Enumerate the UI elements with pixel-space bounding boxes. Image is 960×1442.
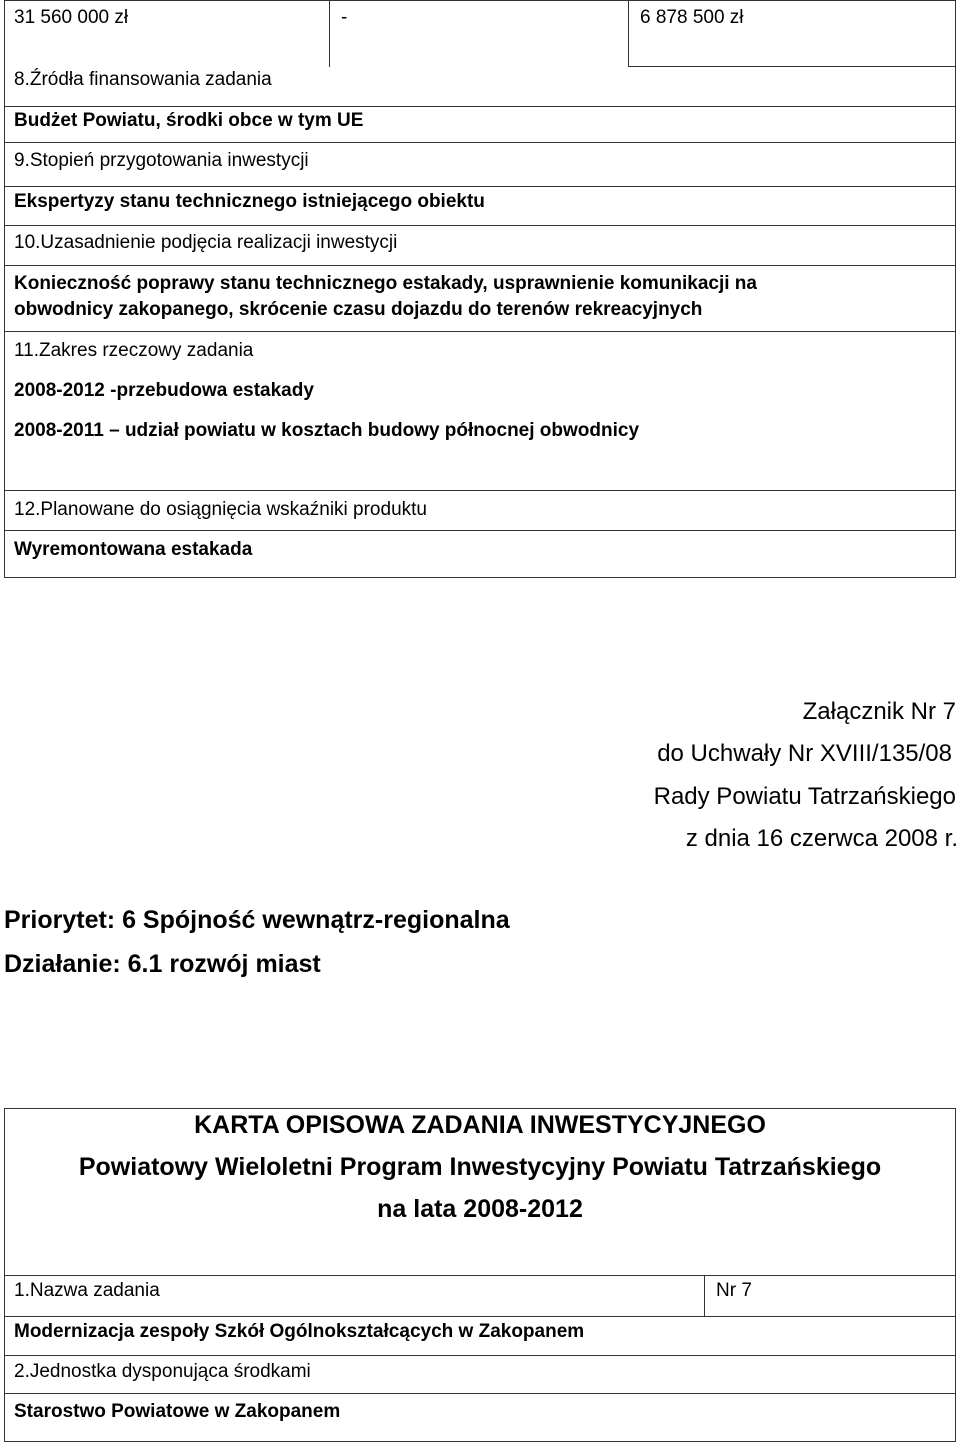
card-sec1-line — [4, 1316, 956, 1317]
card-sec1-value: Modernizacja zespoły Szkół Ogólnokształcących w Zakopanem — [14, 1321, 585, 1342]
attachment-line-3: Rady Powiatu Tatrzańskiego — [653, 783, 956, 810]
sec9-label: 9.Stopień przygotowania inwestycji — [14, 150, 309, 171]
row1-divider-1 — [329, 0, 330, 67]
card-nr-divider — [704, 1275, 705, 1316]
card-period: na lata 2008-2012 — [377, 1195, 583, 1223]
card-sec1-label: 1.Nazwa zadania — [14, 1280, 160, 1301]
sec11-item-1: 2008-2012 -przebudowa estakady — [14, 380, 314, 401]
attachment-line-4: z dnia 16 czerwca 2008 r. — [685, 825, 958, 852]
sec8-value: Budżet Powiatu, środki obce w tym UE — [14, 110, 364, 131]
row1-divider-2 — [628, 0, 629, 67]
sec11-bottom-line — [4, 490, 956, 491]
card-header-bottom-line — [4, 1275, 956, 1276]
sec8-bottom-line — [4, 106, 956, 107]
card-sec2-line — [4, 1393, 956, 1394]
sec10-value-line2: obwodnicy zakopanego, skrócenie czasu dojazdu do terenów rekreacyjnych — [14, 299, 703, 320]
card-sec1-bottom-line — [4, 1355, 956, 1356]
sec11-item-2: 2008-2011 – udział powiatu w kosztach budowy północnej obwodnicy — [14, 420, 640, 441]
sec12-value: Wyremontowana estakada — [14, 539, 253, 560]
sec9-value: Ekspertyzy stanu technicznego istniejącego obiektu — [14, 191, 485, 212]
sec12-bottom-line — [4, 530, 956, 531]
card-sec2-label: 2.Jednostka dysponująca środkami — [14, 1361, 311, 1382]
sec10-value-line1: Konieczność poprawy stanu technicznego estakady, usprawnienie komunikacji na — [14, 273, 757, 294]
attachment-line-1: Załącznik Nr 7 — [802, 698, 956, 725]
action-line: Działanie: 6.1 rozwój miast — [4, 950, 321, 978]
sec10-bottom-line — [4, 265, 956, 266]
row1-bottom-line — [629, 66, 956, 67]
row1-amount-2: - — [341, 7, 348, 28]
sec11-top-line — [4, 331, 956, 332]
card-title: KARTA OPISOWA ZADANIA INWESTYCYJNEGO — [194, 1111, 766, 1139]
row1-amount-3: 6 878 500 zł — [640, 7, 744, 28]
attachment-line-2: do Uchwały Nr XVIII/135/08 — [657, 740, 952, 767]
row1-amount-1: 31 560 000 zł — [14, 7, 129, 28]
sec9-top-line — [4, 142, 956, 143]
sec9-bottom-line — [4, 186, 956, 187]
sec12-label: 12.Planowane do osiągnięcia wskaźniki produktu — [14, 499, 427, 520]
card-sec1-nr: Nr 7 — [716, 1280, 752, 1301]
card-program-title: Powiatowy Wieloletni Program Inwestycyjny Powiatu Tatrzańskiego — [78, 1153, 882, 1181]
sec8-label: 8.Źródła finansowania zadania — [14, 69, 272, 90]
sec10-label: 10.Uzasadnienie podjęcia realizacji inwestycji — [14, 232, 398, 253]
sec11-label: 11.Zakres rzeczowy zadania — [14, 340, 254, 361]
priority-line: Priorytet: 6 Spójność wewnątrz-regionalna — [4, 906, 510, 934]
card-sec2-value: Starostwo Powiatowe w Zakopanem — [14, 1401, 341, 1422]
sec10-top-line — [4, 225, 956, 226]
